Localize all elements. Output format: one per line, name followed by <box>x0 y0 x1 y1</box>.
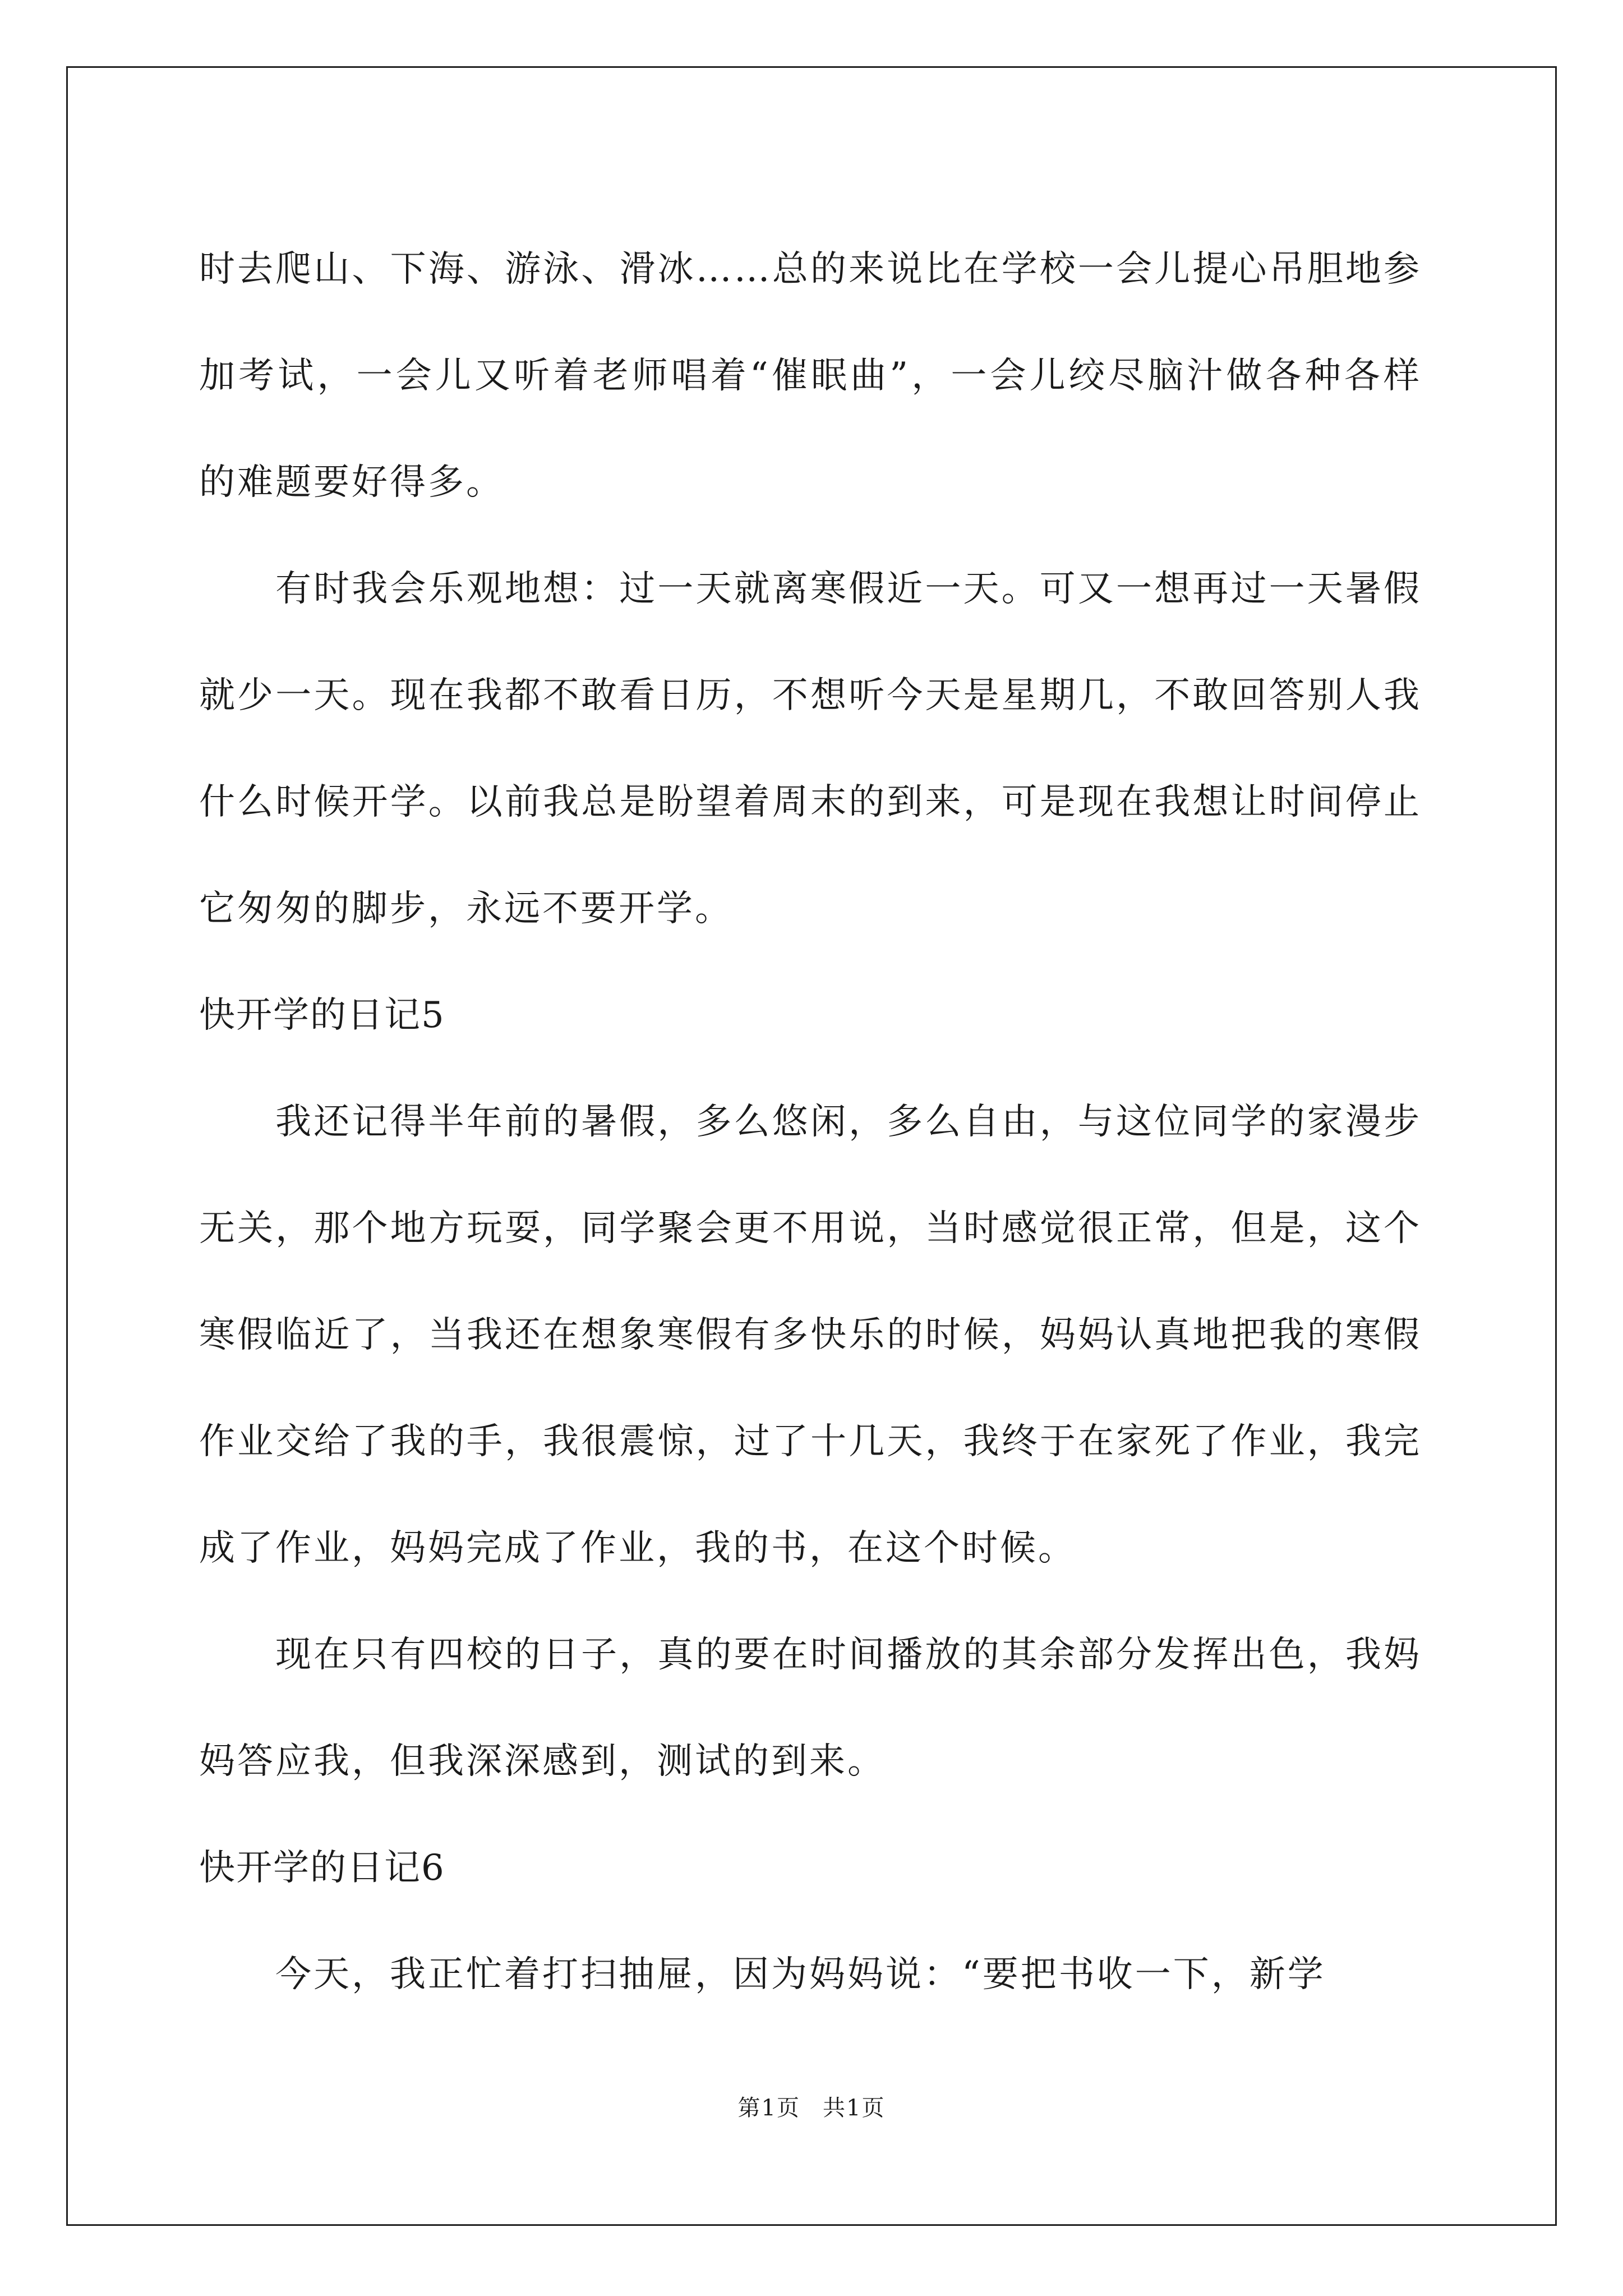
page-footer <box>0 2091 1623 2125</box>
paragraph-5: 今天，我正忙着打扫抽屉，因为妈妈说：“要把书收一下，新学 <box>275 1954 1326 1995</box>
paragraph-1: 时去爬山、下海、游泳、滑冰……总的来说比在学校一会儿提心吊胆地参加考试，一会儿又听着老师唱着“催眠曲”，一会儿绞尽脑汁做各种各样的难题要好得多。 <box>199 249 1422 503</box>
paragraph-2: 有时我会乐观地想：过一天就离寒假近一天。可又一想再过一天暑假就少一天。现在我都不敢看日历，不想听今天是星期几，不敢回答别人我什么时候开学。以前我总是盼望着周末的到来，可是现在我想让时间停止它匆匆的脚步，永远不要开学。 <box>199 568 1422 930</box>
section-heading-5: 快开学的日记5 <box>199 995 445 1036</box>
page-number: 第1页 <box>737 2095 800 2121</box>
section-heading-6: 快开学的日记6 <box>199 1847 445 1889</box>
document-body <box>199 216 1422 2028</box>
paragraph-3: 我还记得半年前的暑假，多么悠闲，多么自由，与这位同学的家漫步无关，那个地方玩耍，同学聚会更不用说，当时感觉很正常，但是，这个寒假临近了，当我还在想象寒假有多快乐的时候，妈妈认真地把我的寒假作业交给了我的手，我很震惊，过了十几天，我终于在家死了作业，我完成了作业，妈妈完成了作业，我的书，在这个时候。 <box>199 1101 1422 1569</box>
page-total: 共1页 <box>823 2095 886 2121</box>
paragraph-4: 现在只有四校的日子，真的要在时间播放的其余部分发挥出色，我妈妈答应我，但我深深感到，测试的到来。 <box>199 1634 1422 1782</box>
